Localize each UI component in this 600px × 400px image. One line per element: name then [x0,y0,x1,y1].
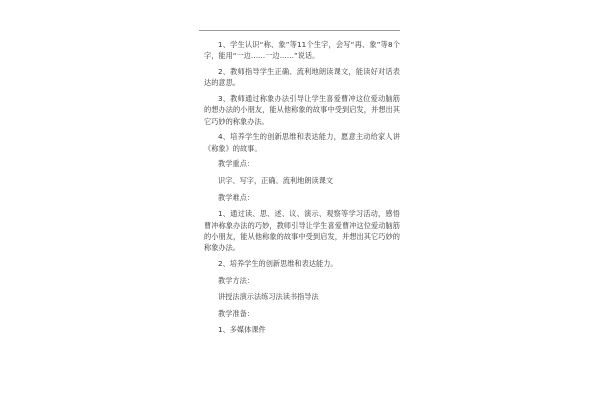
preparation-heading: 教学准备： [218,308,254,318]
objective-1-paragraph: 1、学生认识“称、象”等11个生字，会写“再、象”等8个字，能用“一边……一边……”说话。 [204,40,400,61]
key-points-text: 识字、写字，正确、流利地朗读课文 [218,176,334,185]
key-points-heading: 教学重点： [218,159,254,169]
objective-4-paragraph: 4、培养学生的创新思维和表达能力，愿意主动给家人讲《称象》的故事。 [204,132,400,153]
methods-text: 讲授法演示法练习法读书指导法 [218,292,319,302]
objective-3-paragraph: 3、教师通过称象办法引导让学生喜爱曹冲这位爱动脑筋的想办法的小朋友，能从他称象的故事中受到启发，并想出其它巧妙的称象办法。 [204,94,400,126]
preparation-item-1: 1、多媒体课件 [218,325,266,335]
methods-heading: 教学方法： [218,275,254,285]
difficulties-heading: 教学难点： [218,192,254,202]
difficulty-1-paragraph: 1、通过读、思、述、议、演示、观察等学习活动，感悟曹冲称象办法的巧妙，教师引导让学生喜爱曹冲这位爱动脑筋的小朋友，能从他称象的故事中受到启发，并想出其它巧妙的称象办法。 [204,209,400,253]
difficulty-2-paragraph: 2、培养学生的创新思维和表达能力。 [218,259,338,268]
objective-2-paragraph: 2、教师指导学生正确、流利地朗读课文，能读好对话表达的意思。 [204,67,400,88]
header-rule [199,30,400,31]
document-body [204,39,400,341]
